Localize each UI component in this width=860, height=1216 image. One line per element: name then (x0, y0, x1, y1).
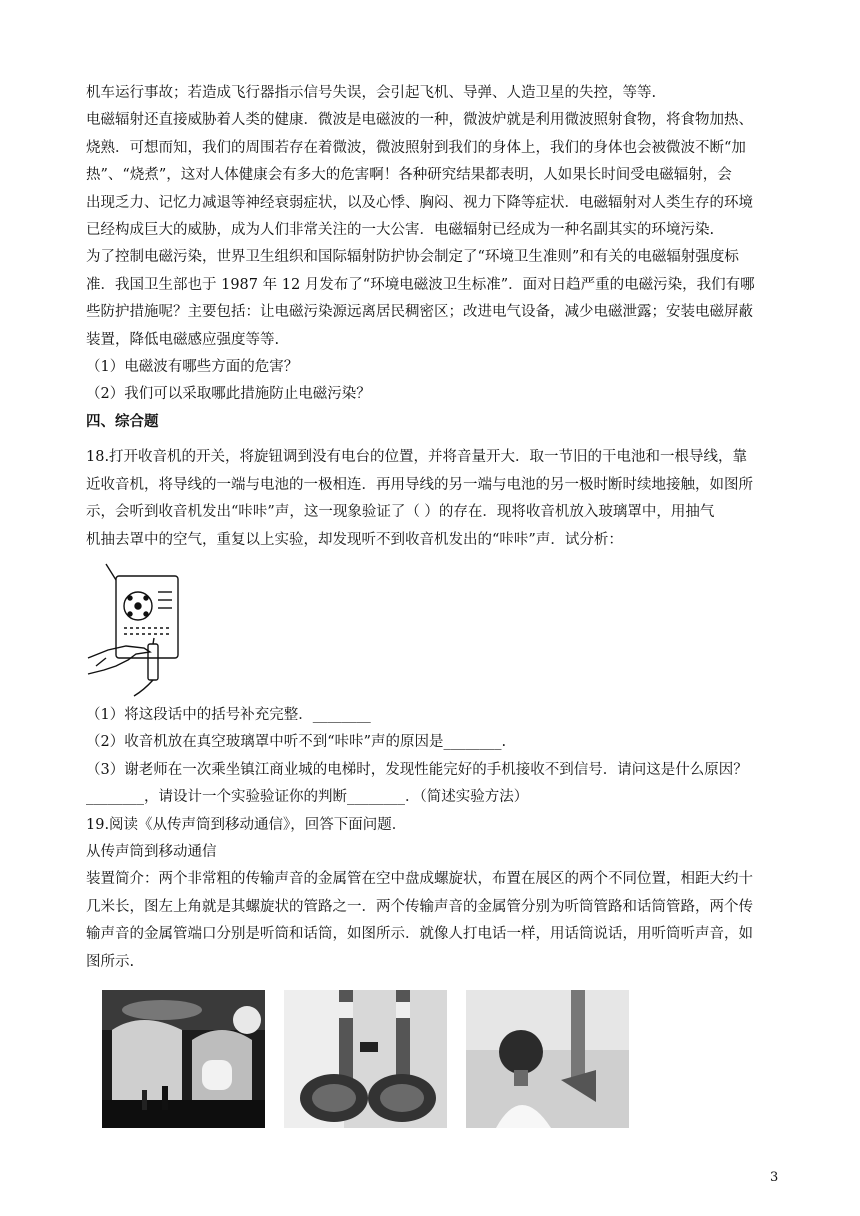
document-page (86, 80, 786, 1128)
text-line: 些防护措施呢？主要包括：让电磁污染源远离居民稠密区；改进电气设备，减少电磁泄露；安装电磁屏蔽 (86, 304, 753, 321)
text-line: 烧熟．可想而知，我们的周围若存在着微波，微波照射到我们的身体上，我们的身体也会被微波不断“加 (86, 139, 746, 156)
text-line: 准．我国卫生部也于 1987 年 12 月发布了“环境电磁波卫生标准”．面对日趋严重的电磁污染，我们有哪 (86, 276, 755, 293)
article-title: 从传声筒到移动通信 (86, 843, 217, 860)
question-text: 机抽去罩中的空气，重复以上实验，却发现听不到收音机发出的“咔咔”声．试分析： (86, 531, 623, 548)
text-line: 为了控制电磁污染，世界卫生组织和国际辐射防护协会制定了“环境卫生准则”和有关的电磁辐射强度标 (86, 249, 739, 266)
text-line: 出现乏力、记忆力减退等神经衰弱症状，以及心悸、胸闷、视力下降等症状．电磁辐射对人类生存的环境 (86, 194, 753, 211)
radio-battery-figure (86, 562, 186, 698)
section-heading: 四、综合题 (86, 413, 159, 430)
photo-strip (102, 990, 786, 1128)
sub-question: ________，请设计一个实验验证你的判断________．（简述实验方法） (86, 789, 529, 806)
text-line: 装置简介：两个非常粗的传输声音的金属管在空中盘成螺旋状，布置在展区的两个不同位置，相距大约十 (86, 871, 753, 888)
tubes-photo (284, 990, 447, 1128)
sub-question: （3）谢老师在一次乘坐镇江商业城的电梯时，发现性能完好的手机接收不到信号．请问这是什么原因？ (86, 761, 748, 778)
text-line: 输声音的金属管端口分别是听筒和话筒，如图所示．就像人打电话一样，用话筒说话，用听筒听声音，如 (86, 926, 753, 943)
text-line: 装置，降低电磁感应强度等等. (86, 331, 280, 348)
sub-question: （1）将这段话中的括号补充完整．________ (86, 706, 371, 723)
question-text: 示，会听到收音机发出“咔咔”声，这一现象验证了（ ）的存在．现将收音机放入玻璃罩中，用抽气 (86, 504, 715, 521)
text-line: 机车运行事故；若造成飞行器指示信号失误，会引起飞机、导弹、人造卫星的失控，等等. (86, 85, 657, 101)
text-line: 已经构成巨大的威胁，成为人们非常关注的一大公害．电磁辐射已经成为一种名副其实的环境污染. (86, 222, 715, 239)
text-line: 电磁辐射还直接威胁着人类的健康．微波是电磁波的一种，微波炉就是利用微波照射食物，将食物加热、 (86, 112, 753, 129)
sub-question: （2）我们可以采取哪此措施防止电磁污染？ (86, 386, 371, 403)
question-text: 19.阅读《从传声筒到移动通信》，回答下面问题． (86, 816, 407, 833)
sub-question: （2）收音机放在真空玻璃罩中听不到“咔咔”声的原因是________. (86, 734, 507, 751)
page-number: 3 (770, 1170, 779, 1185)
question-text: 近收音机，将导线的一端与电池的一极相连．再用导线的另一端与电池的另一极时断时续地接触，如图所 (86, 476, 753, 493)
boy-listening-photo (466, 990, 629, 1128)
text-line: 图所示. (86, 953, 135, 970)
text-line: 热”、“烧煮”，这对人体健康会有多大的危害啊！各种研究结果都表明，人如果长时间受电磁辐射，会 (86, 167, 732, 184)
sub-question: （1）电磁波有哪些方面的危害？ (86, 359, 299, 376)
exhibit-hall-photo (102, 990, 265, 1128)
text-line: 几米长，图左上角就是其螺旋状的管路之一．两个传输声音的金属管分别为听筒管路和话筒管路，两个传 (86, 898, 753, 915)
question-text: 18.打开收音机的开关，将旋钮调到没有电台的位置，并将音量开大．取一节旧的干电池和一根导线，靠 (86, 449, 748, 466)
